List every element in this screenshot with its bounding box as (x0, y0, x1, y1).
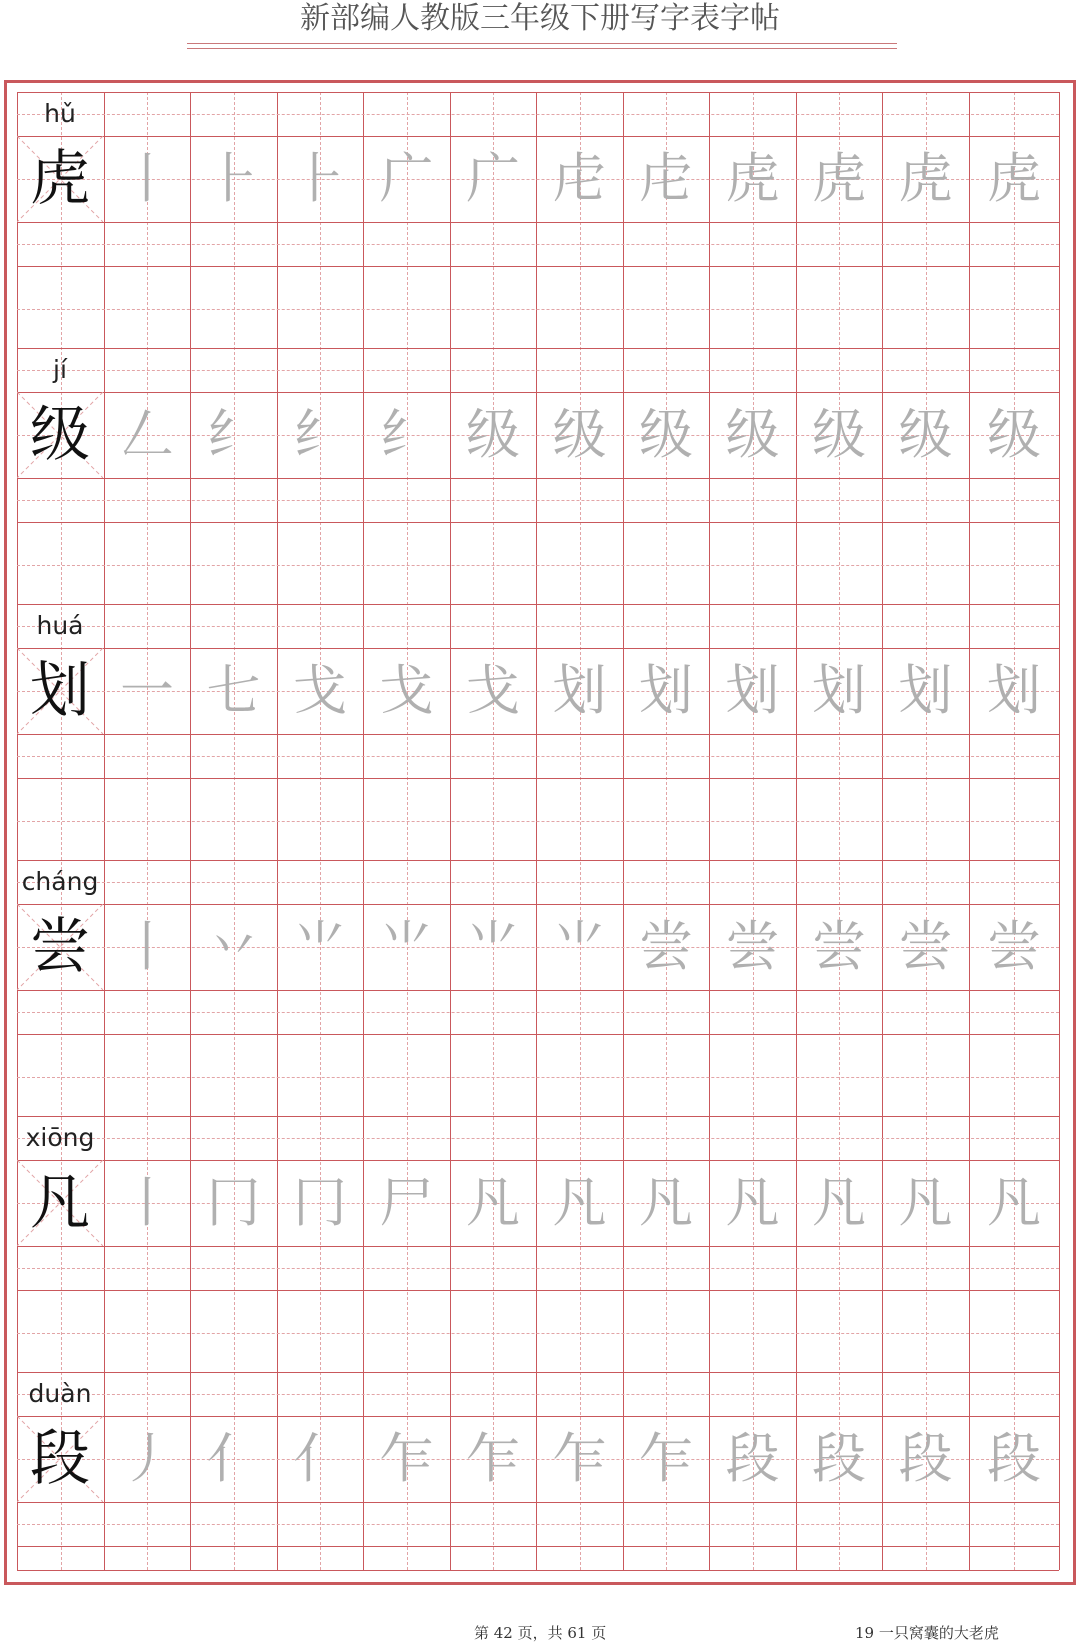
grid-row-midline (17, 244, 1059, 245)
stroke-order-step: 乍 (552, 1427, 607, 1490)
grid-row-midline (17, 882, 1059, 883)
model-character: 虎 (30, 144, 90, 214)
grid-column-midline (147, 92, 148, 1570)
stroke-order-step: 一 (120, 659, 174, 722)
grid-column-line (1059, 92, 1060, 1570)
stroke-order-step: 划 (987, 659, 1041, 722)
grid-column-midline (1014, 92, 1015, 1570)
grid-row-line (17, 1570, 1059, 1571)
stroke-order-step: ⺌ (466, 915, 520, 978)
title-rule-bottom (187, 48, 897, 49)
grid-column-midline (234, 92, 235, 1570)
grid-row-line (17, 734, 1059, 735)
stroke-order-step: 乍 (639, 1427, 693, 1490)
pinyin-label: xiōng (25, 1123, 95, 1152)
stroke-order-step: 凡 (898, 1171, 953, 1234)
stroke-order-step: 尝 (725, 915, 780, 978)
stroke-order-step: 尝 (898, 915, 953, 978)
model-character: 划 (30, 656, 90, 726)
pinyin-label: huá (36, 611, 84, 640)
grid-row-midline (17, 500, 1059, 501)
grid-column-line (363, 92, 364, 1570)
stroke-order-step: 乍 (379, 1427, 434, 1490)
stroke-order-step: 划 (552, 659, 607, 722)
grid-row-line (17, 1502, 1059, 1503)
stroke-order-step: 戈 (293, 659, 347, 722)
grid-row-line (17, 522, 1059, 523)
stroke-order-step: 戈 (466, 659, 520, 722)
stroke-order-step: ⺌ (293, 915, 347, 978)
lesson-title: 19 一只窝囊的大老虎 (855, 1624, 999, 1642)
stroke-order-step: 冂 (293, 1171, 347, 1234)
stroke-order-step: 尸 (379, 1171, 434, 1234)
stroke-order-step: 虍 (552, 147, 607, 210)
grid-row-midline (17, 1394, 1059, 1395)
stroke-order-step: 丨 (120, 915, 174, 978)
stroke-order-step: 凡 (812, 1171, 866, 1234)
grid-row-midline (17, 309, 1059, 310)
grid-row-midline (17, 1268, 1059, 1269)
grid-row-midline (17, 1138, 1059, 1139)
grid-column-line (536, 92, 537, 1570)
grid-row-midline (17, 756, 1059, 757)
stroke-order-step: 丷 (206, 915, 261, 978)
stroke-order-step: 丿 (120, 1427, 174, 1490)
stroke-order-step: 纟 (206, 403, 261, 466)
grid-column-midline (320, 92, 321, 1570)
stroke-order-step: 乍 (466, 1427, 520, 1490)
grid-row-line (17, 222, 1059, 223)
stroke-order-step: 段 (898, 1427, 953, 1490)
grid-column-line (623, 92, 624, 1570)
stroke-order-step: 虎 (812, 147, 866, 210)
stroke-order-step: 纟 (379, 403, 434, 466)
grid-row-line (17, 478, 1059, 479)
stroke-order-step: 广 (466, 147, 520, 210)
grid-row-line (17, 1246, 1059, 1247)
stroke-order-step: 段 (987, 1427, 1041, 1490)
stroke-order-step: 尝 (987, 915, 1041, 978)
model-character: 凡 (30, 1168, 90, 1238)
practice-grid (17, 92, 1059, 1570)
stroke-order-step: ⺌ (552, 915, 607, 978)
stroke-order-step: 纟 (293, 403, 347, 466)
stroke-order-step: 冂 (206, 1171, 261, 1234)
grid-column-midline (580, 92, 581, 1570)
stroke-order-step: 戈 (379, 659, 434, 722)
stroke-order-step: 级 (898, 403, 953, 466)
title-rule-top (187, 43, 897, 44)
pinyin-label: duàn (28, 1379, 92, 1408)
grid-column-midline (61, 92, 62, 1570)
grid-row-line (17, 778, 1059, 779)
grid-row-line (17, 990, 1059, 991)
stroke-order-step: 广 (379, 147, 434, 210)
model-character: 尝 (30, 912, 90, 982)
grid-row-line (17, 348, 1059, 349)
stroke-order-step: 虎 (725, 147, 780, 210)
grid-row-midline (17, 565, 1059, 566)
stroke-order-step: 亻 (206, 1427, 261, 1490)
grid-row-midline (17, 1524, 1059, 1525)
grid-column-line (796, 92, 797, 1570)
stroke-order-step: 凡 (725, 1171, 780, 1234)
grid-column-midline (407, 92, 408, 1570)
stroke-order-step: 尝 (812, 915, 866, 978)
page-number: 第 42 页，共 61 页 (474, 1624, 607, 1642)
model-character: 级 (30, 400, 90, 470)
grid-row-midline (17, 1333, 1059, 1334)
grid-row-midline (17, 370, 1059, 371)
grid-row-midline (17, 626, 1059, 627)
grid-column-line (190, 92, 191, 1570)
pinyin-label: hǔ (44, 99, 76, 128)
stroke-order-step: 丨 (120, 1171, 174, 1234)
stroke-order-step: ⺊ (293, 147, 347, 210)
stroke-order-step: 𠃋 (120, 403, 174, 466)
grid-row-midline (17, 821, 1059, 822)
stroke-order-step: 七 (206, 659, 261, 722)
grid-row-line (17, 604, 1059, 605)
stroke-order-step: 级 (639, 403, 693, 466)
grid-column-midline (753, 92, 754, 1570)
grid-column-line (104, 92, 105, 1570)
stroke-order-step: 虍 (639, 147, 693, 210)
grid-column-midline (839, 92, 840, 1570)
stroke-order-step: 凡 (552, 1171, 607, 1234)
stroke-order-step: 级 (466, 403, 520, 466)
grid-row-line (17, 1034, 1059, 1035)
stroke-order-step: 虎 (987, 147, 1041, 210)
grid-column-midline (666, 92, 667, 1570)
grid-row-line (17, 92, 1059, 93)
grid-column-line (17, 92, 18, 1570)
stroke-order-step: 划 (639, 659, 693, 722)
stroke-order-step: 凡 (639, 1171, 693, 1234)
stroke-order-step: 级 (725, 403, 780, 466)
grid-column-line (277, 92, 278, 1570)
grid-column-line (709, 92, 710, 1570)
grid-column-midline (926, 92, 927, 1570)
stroke-order-step: 段 (812, 1427, 866, 1490)
stroke-order-step: 划 (898, 659, 953, 722)
grid-row-line (17, 860, 1059, 861)
model-character: 段 (30, 1424, 90, 1494)
stroke-order-step: 级 (812, 403, 866, 466)
stroke-order-step: 段 (725, 1427, 780, 1490)
grid-row-line (17, 1290, 1059, 1291)
grid-row-line (17, 1372, 1059, 1373)
grid-row-line (17, 1116, 1059, 1117)
stroke-order-step: 级 (552, 403, 607, 466)
stroke-order-step: 尝 (639, 915, 693, 978)
stroke-order-step: 凡 (987, 1171, 1041, 1234)
pinyin-label: jí (53, 355, 67, 384)
stroke-order-step: 级 (987, 403, 1041, 466)
grid-column-line (969, 92, 970, 1570)
stroke-order-step: 凡 (466, 1171, 520, 1234)
stroke-order-step: 划 (812, 659, 866, 722)
grid-column-line (882, 92, 883, 1570)
grid-column-midline (493, 92, 494, 1570)
grid-row-line (17, 266, 1059, 267)
grid-row-midline (17, 1077, 1059, 1078)
grid-row-line (17, 1546, 1059, 1547)
pinyin-label: cháng (21, 867, 99, 896)
stroke-order-step: 虎 (898, 147, 953, 210)
grid-row-midline (17, 1012, 1059, 1013)
page-title: 新部编人教版三年级下册写字表字帖 (300, 1, 780, 36)
grid-row-midline (17, 114, 1059, 115)
stroke-order-step: ⺊ (206, 147, 261, 210)
stroke-order-step: ⺌ (379, 915, 434, 978)
stroke-order-step: 丨 (120, 147, 174, 210)
stroke-order-step: 划 (725, 659, 780, 722)
grid-column-line (450, 92, 451, 1570)
stroke-order-step: 亻 (293, 1427, 347, 1490)
